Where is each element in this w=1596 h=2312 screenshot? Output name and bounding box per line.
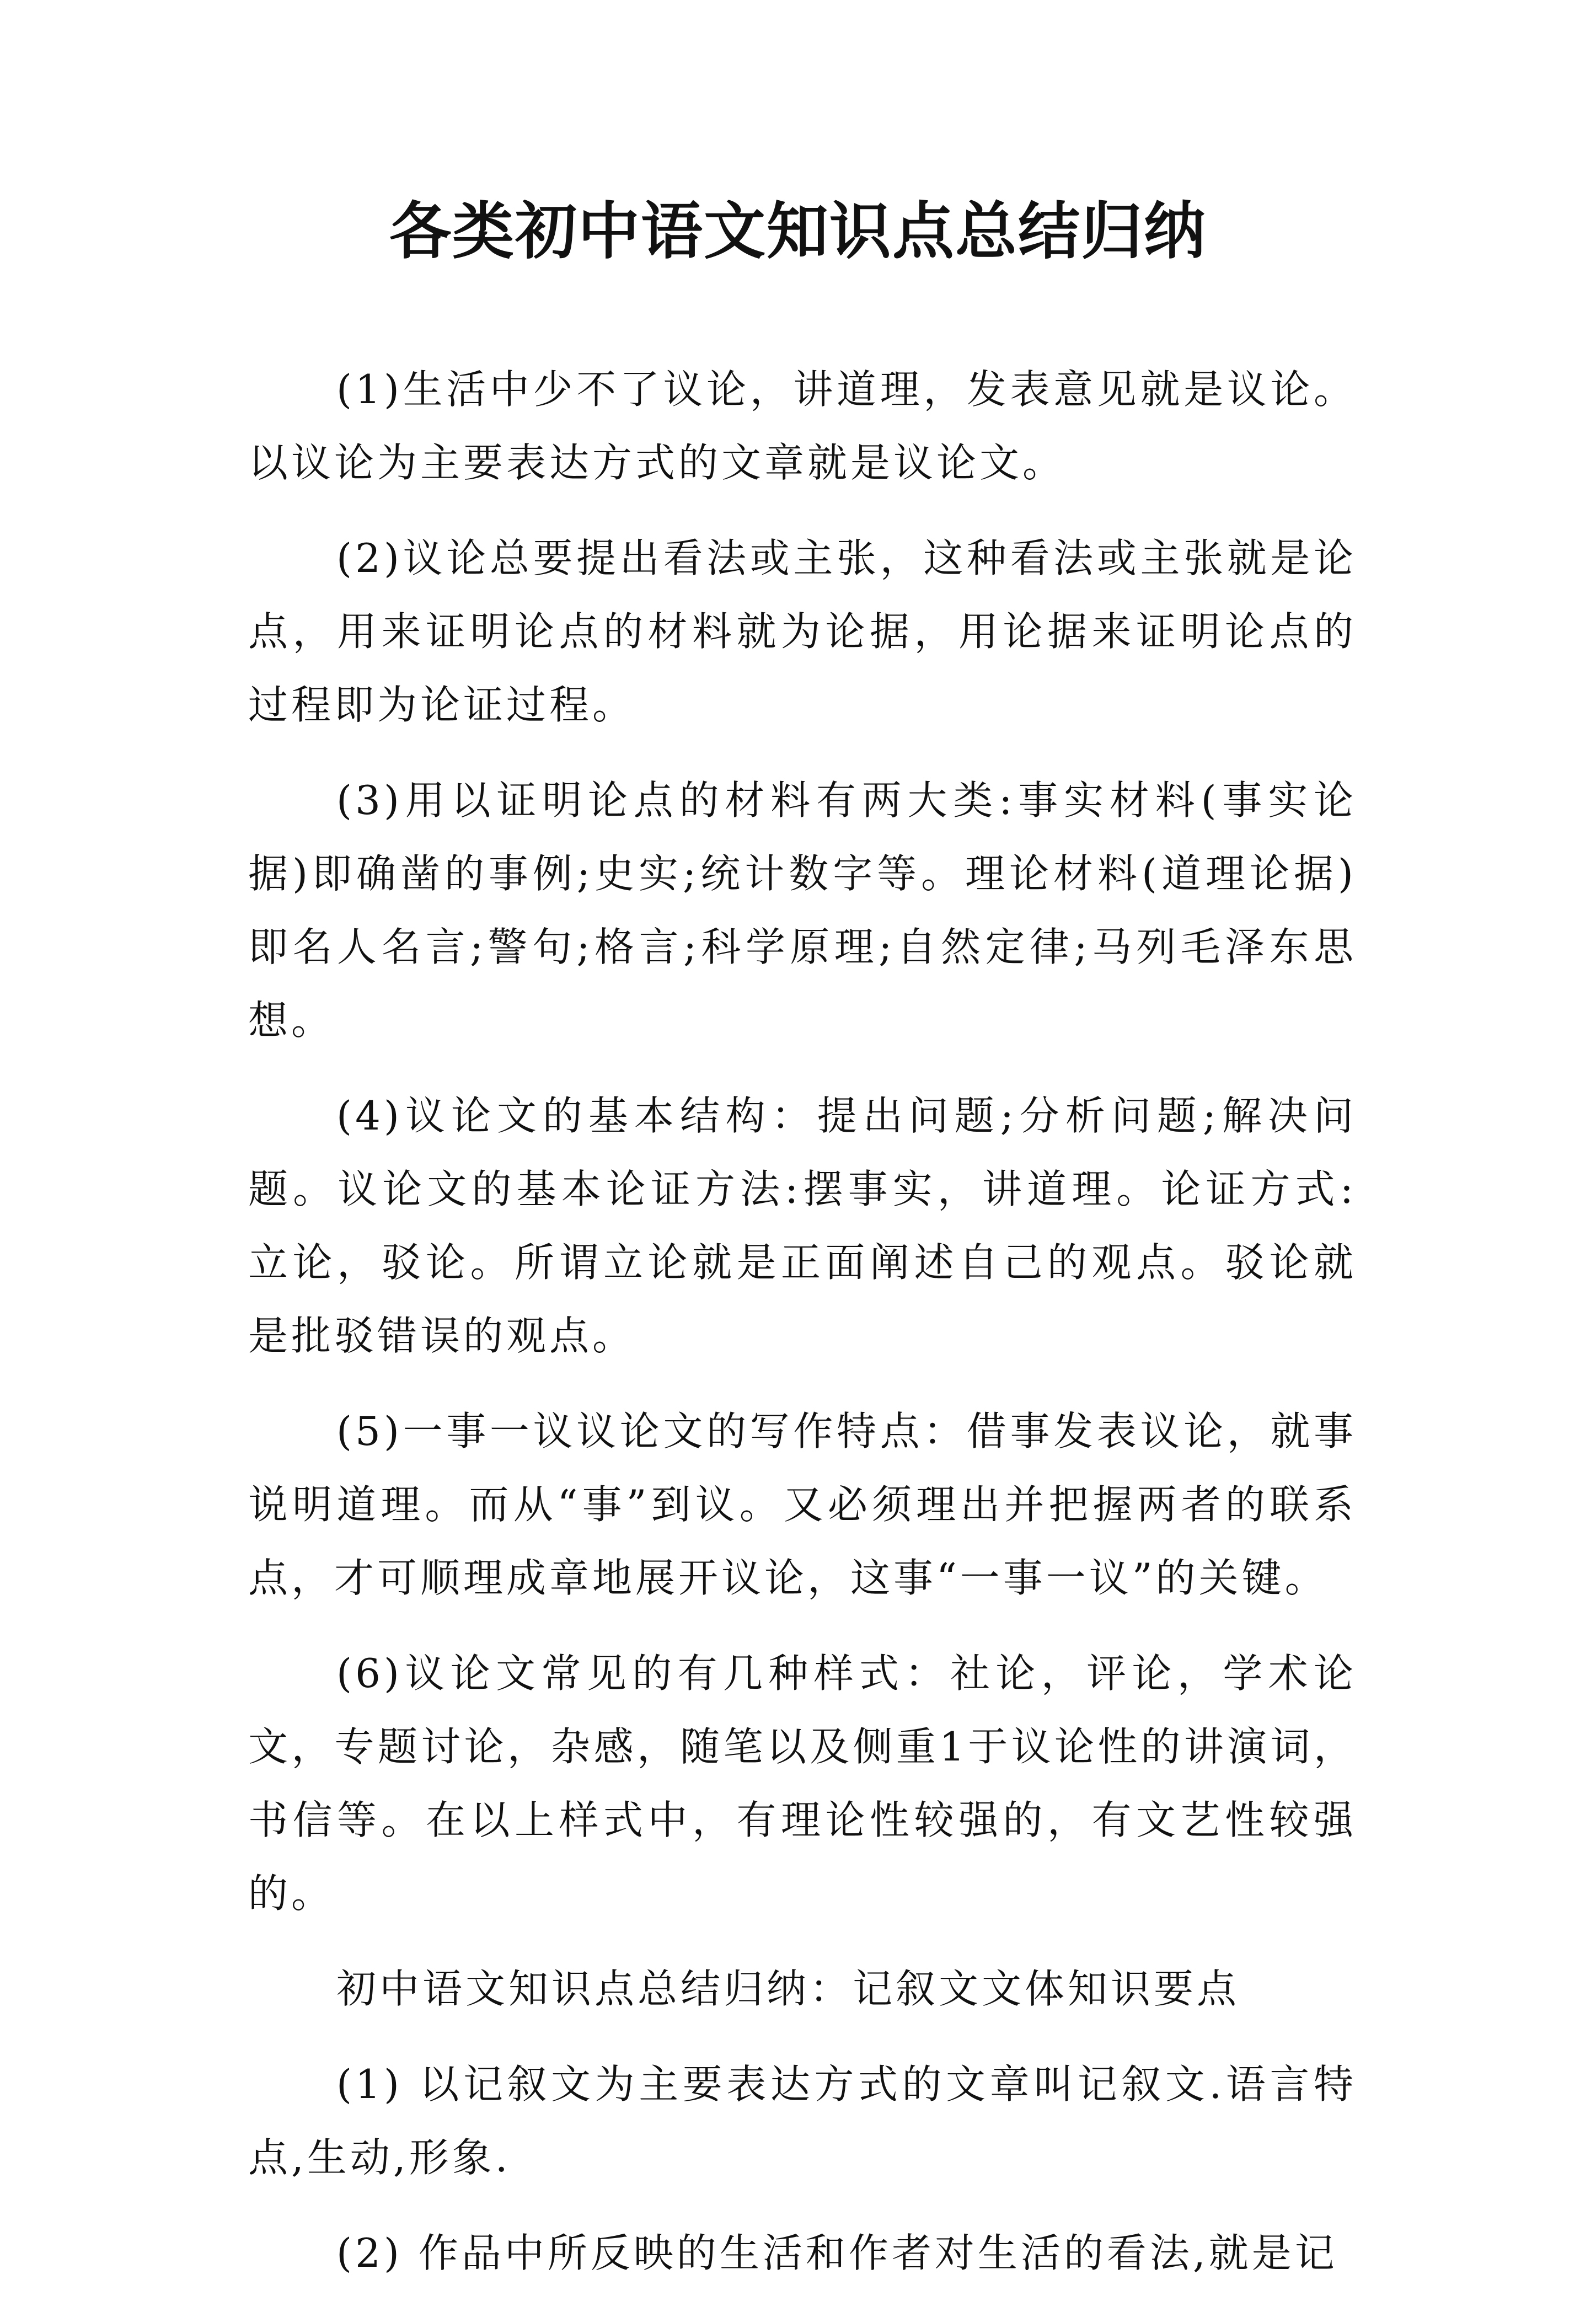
paragraph: (6)议论文常见的有几种样式：社论，评论，学术论文，专题讨论，杂感，随笔以及侧重1于议论性的讲演词，书信等。在以上样式中，有理论性较强的，有文艺性较强的。	[248, 1650, 1357, 1917]
paragraph: (1)生活中少不了议论，讲道理，发表意见就是议论。以议论为主要表达方式的文章就是议论文。	[248, 366, 1357, 486]
section-heading: 初中语文知识点总结归纳：记叙文文体知识要点	[336, 1966, 1240, 2012]
paragraph: (1) 以记叙文为主要表达方式的文章叫记叙文.语言特点,生动,形象.	[248, 2061, 1357, 2181]
document-body	[248, 353, 1357, 2312]
paragraph: (5)一事一议议论文的写作特点：借事发表议论，就事说明道理。而从“事”到议。又必须理出并把握两者的联系点，才可顺理成章地展开议论，这事“一事一议”的关键。	[248, 1408, 1357, 1601]
document-title: 各类初中语文知识点总结归纳	[389, 195, 1207, 267]
paragraph: (2)议论总要提出看法或主张，这种看法或主张就是论点，用来证明论点的材料就为论据，用论据来证明论点的过程即为论证过程。	[248, 535, 1357, 728]
paragraph: (2) 作品中所反映的生活和作者对生活的看法,就是记	[336, 2230, 1338, 2276]
paragraph: (4)议论文的基本结构：提出问题;分析问题;解决问题。议论文的基本论证方法:摆事实，讲道理。论证方式:立论，驳论。所谓立论就是正面阐述自己的观点。驳论就是批驳错误的观点。	[248, 1093, 1357, 1359]
paragraph: (3)用以证明论点的材料有两大类:事实材料(事实论据)即确凿的事例;史实;统计数字等。理论材料(道理论据)即名人名言;警句;格言;科学原理;自然定律;马列毛泽东思想。	[248, 777, 1357, 1043]
